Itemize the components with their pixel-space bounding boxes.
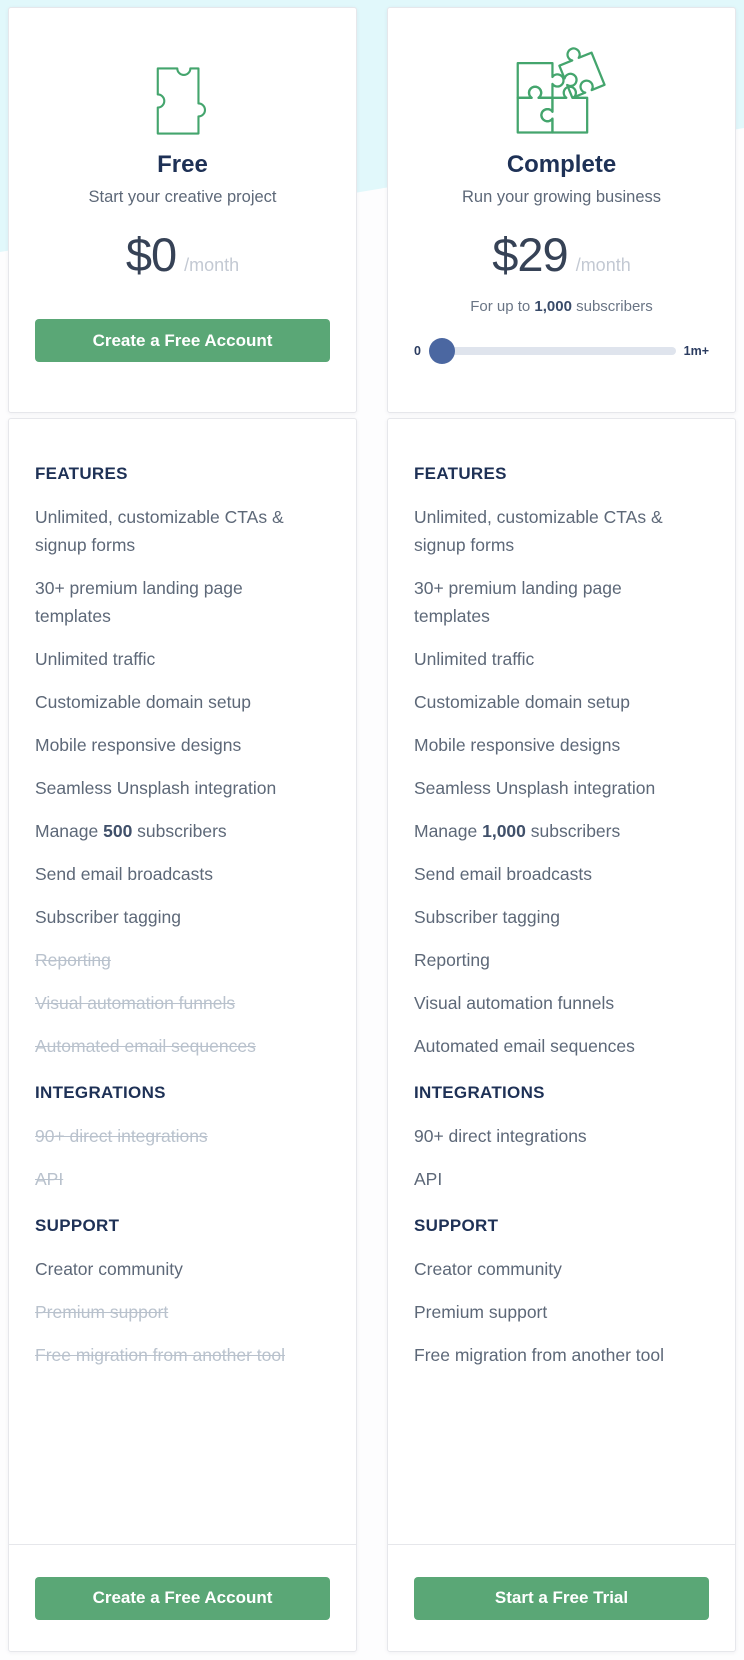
slider-track[interactable]	[429, 347, 676, 355]
feature-item: 90+ direct integrations	[35, 1126, 208, 1146]
subscribers-note-pre: For up to	[470, 298, 535, 315]
price-amount: $0	[125, 228, 177, 281]
subscribers-note-count: 1,000	[534, 298, 572, 315]
plan-title: Free	[157, 151, 208, 178]
feature-item: Send email broadcasts	[35, 864, 214, 884]
price-period: /month	[575, 255, 631, 275]
feature-item: Automated email sequences	[35, 1036, 256, 1056]
feature-item: Customizable domain setup	[414, 692, 630, 712]
feature-item: Subscriber tagging	[414, 907, 560, 927]
subscribers-note-post: subscribers	[571, 298, 653, 315]
start-free-trial-button[interactable]: Start a Free Trial	[414, 1577, 709, 1620]
price-amount: $29	[492, 228, 568, 281]
free-plan-column	[8, 7, 357, 1652]
section-heading: SUPPORT	[414, 1216, 499, 1235]
puzzle-piece-icon	[155, 44, 211, 136]
subscriber-slider	[414, 338, 709, 364]
price-row	[492, 229, 630, 281]
create-free-account-button[interactable]: Create a Free Account	[35, 319, 330, 362]
plan-title: Complete	[506, 151, 617, 178]
feature-item: Creator community	[414, 1259, 562, 1279]
section-heading: INTEGRATIONS	[414, 1083, 545, 1102]
feature-item: 30+ premium landing page templates	[414, 578, 622, 626]
section-heading: FEATURES	[414, 464, 507, 483]
section-heading: INTEGRATIONS	[35, 1083, 166, 1102]
complete-plan-header-card	[387, 7, 736, 413]
free-plan-footer	[9, 1544, 356, 1651]
feature-item: Unlimited, customizable CTAs & signup forms	[414, 507, 663, 555]
slider-thumb[interactable]	[429, 338, 455, 364]
feature-item: Manage 500 subscribers	[35, 821, 227, 841]
section-heading: FEATURES	[35, 464, 128, 483]
section-heading: SUPPORT	[35, 1216, 120, 1235]
complete-plan-column	[387, 7, 736, 1652]
feature-item: Premium support	[414, 1302, 548, 1322]
feature-item: Seamless Unsplash integration	[35, 778, 277, 798]
free-features-list	[9, 419, 356, 1544]
feature-item: Free migration from another tool	[414, 1345, 664, 1365]
feature-item: 90+ direct integrations	[414, 1126, 587, 1146]
feature-item: Customizable domain setup	[35, 692, 251, 712]
free-plan-features-card	[8, 418, 357, 1652]
puzzle-pieces-icon	[513, 44, 611, 136]
create-free-account-button-bottom[interactable]: Create a Free Account	[35, 1577, 330, 1620]
feature-item: Mobile responsive designs	[414, 735, 621, 755]
feature-item: Free migration from another tool	[35, 1345, 285, 1365]
price-row	[126, 229, 239, 281]
feature-item: API	[414, 1169, 443, 1189]
feature-item: Subscriber tagging	[35, 907, 181, 927]
plan-tagline: Start your creative project	[88, 188, 277, 206]
price-period: /month	[184, 255, 240, 275]
feature-item: API	[35, 1169, 64, 1189]
feature-item: Visual automation funnels	[35, 993, 236, 1013]
feature-item: Unlimited traffic	[414, 649, 535, 669]
feature-item: Send email broadcasts	[414, 864, 593, 884]
complete-plan-footer	[388, 1544, 735, 1651]
feature-item: Visual automation funnels	[414, 993, 615, 1013]
feature-item: Seamless Unsplash integration	[414, 778, 656, 798]
slider-max-label: 1m+	[683, 344, 709, 358]
feature-item: Reporting	[35, 950, 111, 970]
plan-tagline: Run your growing business	[461, 188, 662, 206]
feature-item: Creator community	[35, 1259, 183, 1279]
subscribers-note	[470, 298, 653, 316]
slider-track-wrap	[429, 338, 676, 364]
slider-min-label: 0	[414, 344, 421, 358]
feature-item: Unlimited traffic	[35, 649, 156, 669]
feature-item: Unlimited, customizable CTAs & signup forms	[35, 507, 284, 555]
free-plan-header-card	[8, 7, 357, 413]
feature-item: 30+ premium landing page templates	[35, 578, 243, 626]
feature-item: Automated email sequences	[414, 1036, 635, 1056]
feature-item: Reporting	[414, 950, 490, 970]
feature-item: Mobile responsive designs	[35, 735, 242, 755]
complete-features-list	[388, 419, 735, 1544]
feature-item: Premium support	[35, 1302, 169, 1322]
feature-item: Manage 1,000 subscribers	[414, 821, 621, 841]
complete-plan-features-card	[387, 418, 736, 1652]
